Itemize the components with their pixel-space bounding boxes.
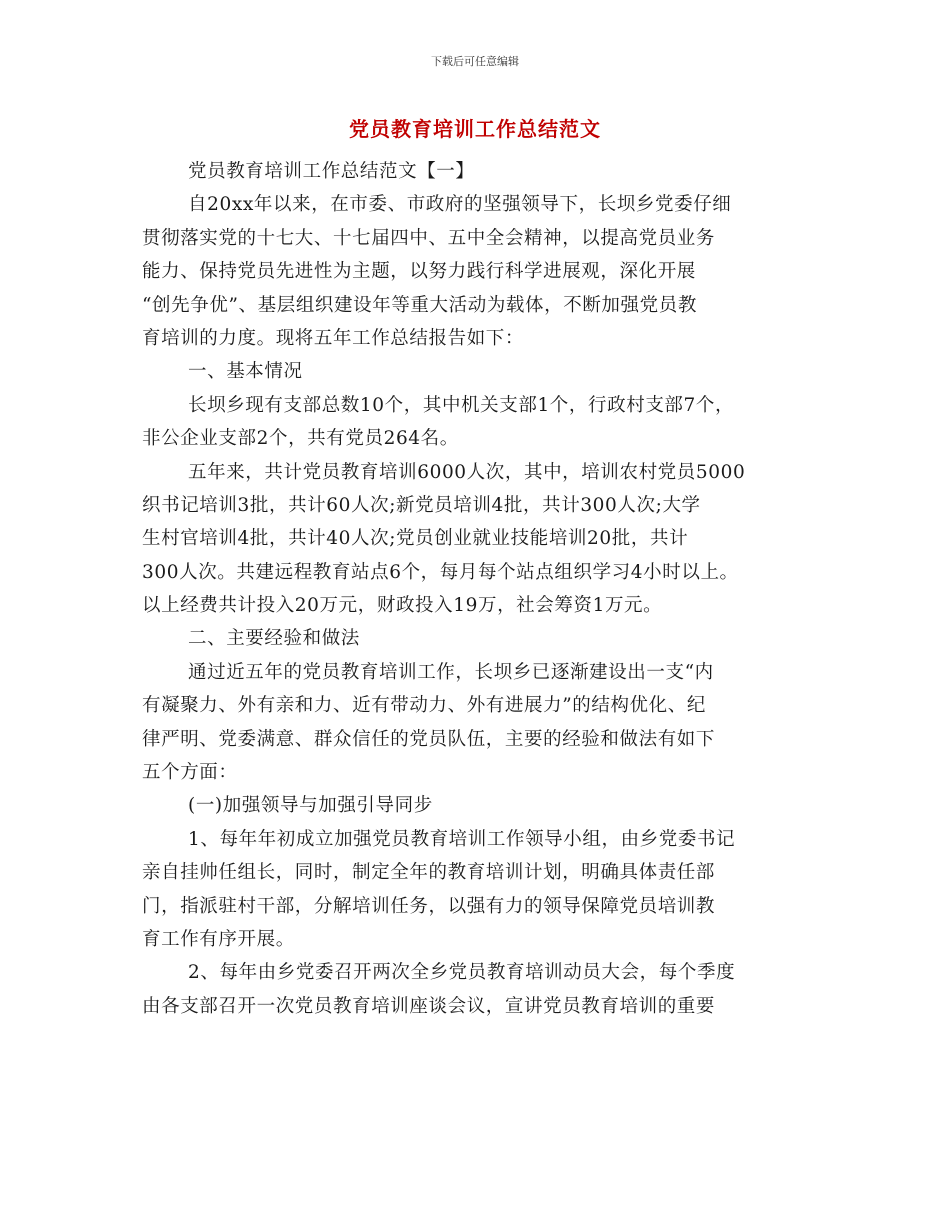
text-line: 自20xx年以来，在市委、市政府的坚强领导下，长坝乡党委仔细	[188, 194, 732, 216]
text-line: 门，指派驻村干部，分解培训任务，以强有力的领导保障党员培训教	[142, 895, 716, 917]
text-line: 由各支部召开一次党员教育培训座谈会议，宣讲党员教育培训的重要	[142, 995, 716, 1017]
document-body	[142, 155, 822, 1023]
text-line: (一)加强领导与加强引导同步	[188, 795, 433, 817]
text-line: 有凝聚力、外有亲和力、近有带动力、外有进展力”的结构优化、纪	[142, 695, 706, 717]
text-line: 能力、保持党员先进性为主题，以努力践行科学进展观，深化开展	[142, 261, 696, 283]
text-line: 2、每年由乡党委召开两次全乡党员教育培训动员大会，每个季度	[188, 962, 736, 984]
text-line: “创先争优”、基层组织建设年等重大活动为载体，不断加强党员教	[142, 294, 697, 316]
document-title: 党员教育培训工作总结范文	[349, 117, 601, 141]
text-line: 亲自挂帅任组长，同时，制定全年的教育培训计划，明确具体责任部	[142, 862, 716, 884]
text-line: 育培训的力度。现将五年工作总结报告如下：	[142, 327, 525, 349]
text-line: 长坝乡现有支部总数10个，其中机关支部1个，行政村支部7个，	[188, 394, 735, 416]
text-line: 非公企业支部2个，共有党员264名。	[142, 428, 459, 450]
text-line: 一、基本情况	[188, 361, 303, 383]
text-line: 生村官培训4批，共计40人次;党员创业就业技能培训20批，共计	[142, 528, 689, 550]
text-line: 贯彻落实党的十七大、十七届四中、五中全会精神，以提高党员业务	[142, 227, 716, 249]
text-line: 通过近五年的党员教育培训工作，长坝乡已逐渐建设出一支“内	[188, 661, 714, 683]
text-line: 律严明、党委满意、群众信任的党员队伍，主要的经验和做法有如下	[142, 728, 716, 750]
text-line: 育工作有序开展。	[142, 928, 295, 950]
text-line: 以上经费共计投入20万元，财政投入19万，社会筹资1万元。	[142, 595, 663, 617]
text-line: 1、每年年初成立加强党员教育培训工作领导小组，由乡党委书记	[188, 828, 736, 850]
text-line: 二、主要经验和做法	[188, 628, 360, 650]
text-line: 党员教育培训工作总结范文【一】	[188, 161, 475, 182]
page-header-note: 下载后可任意编辑	[431, 55, 519, 68]
text-line: 300人次。共建远程教育站点6个，每月每个站点组织学习4小时以上。	[142, 561, 739, 583]
text-line: 五个方面：	[142, 762, 238, 784]
text-line: 五年来，共计党员教育培训6000人次，其中，培训农村党员5000	[188, 461, 746, 483]
text-line: 织书记培训3批，共计60人次;新党员培训4批，共计300人次;大学	[142, 494, 701, 516]
